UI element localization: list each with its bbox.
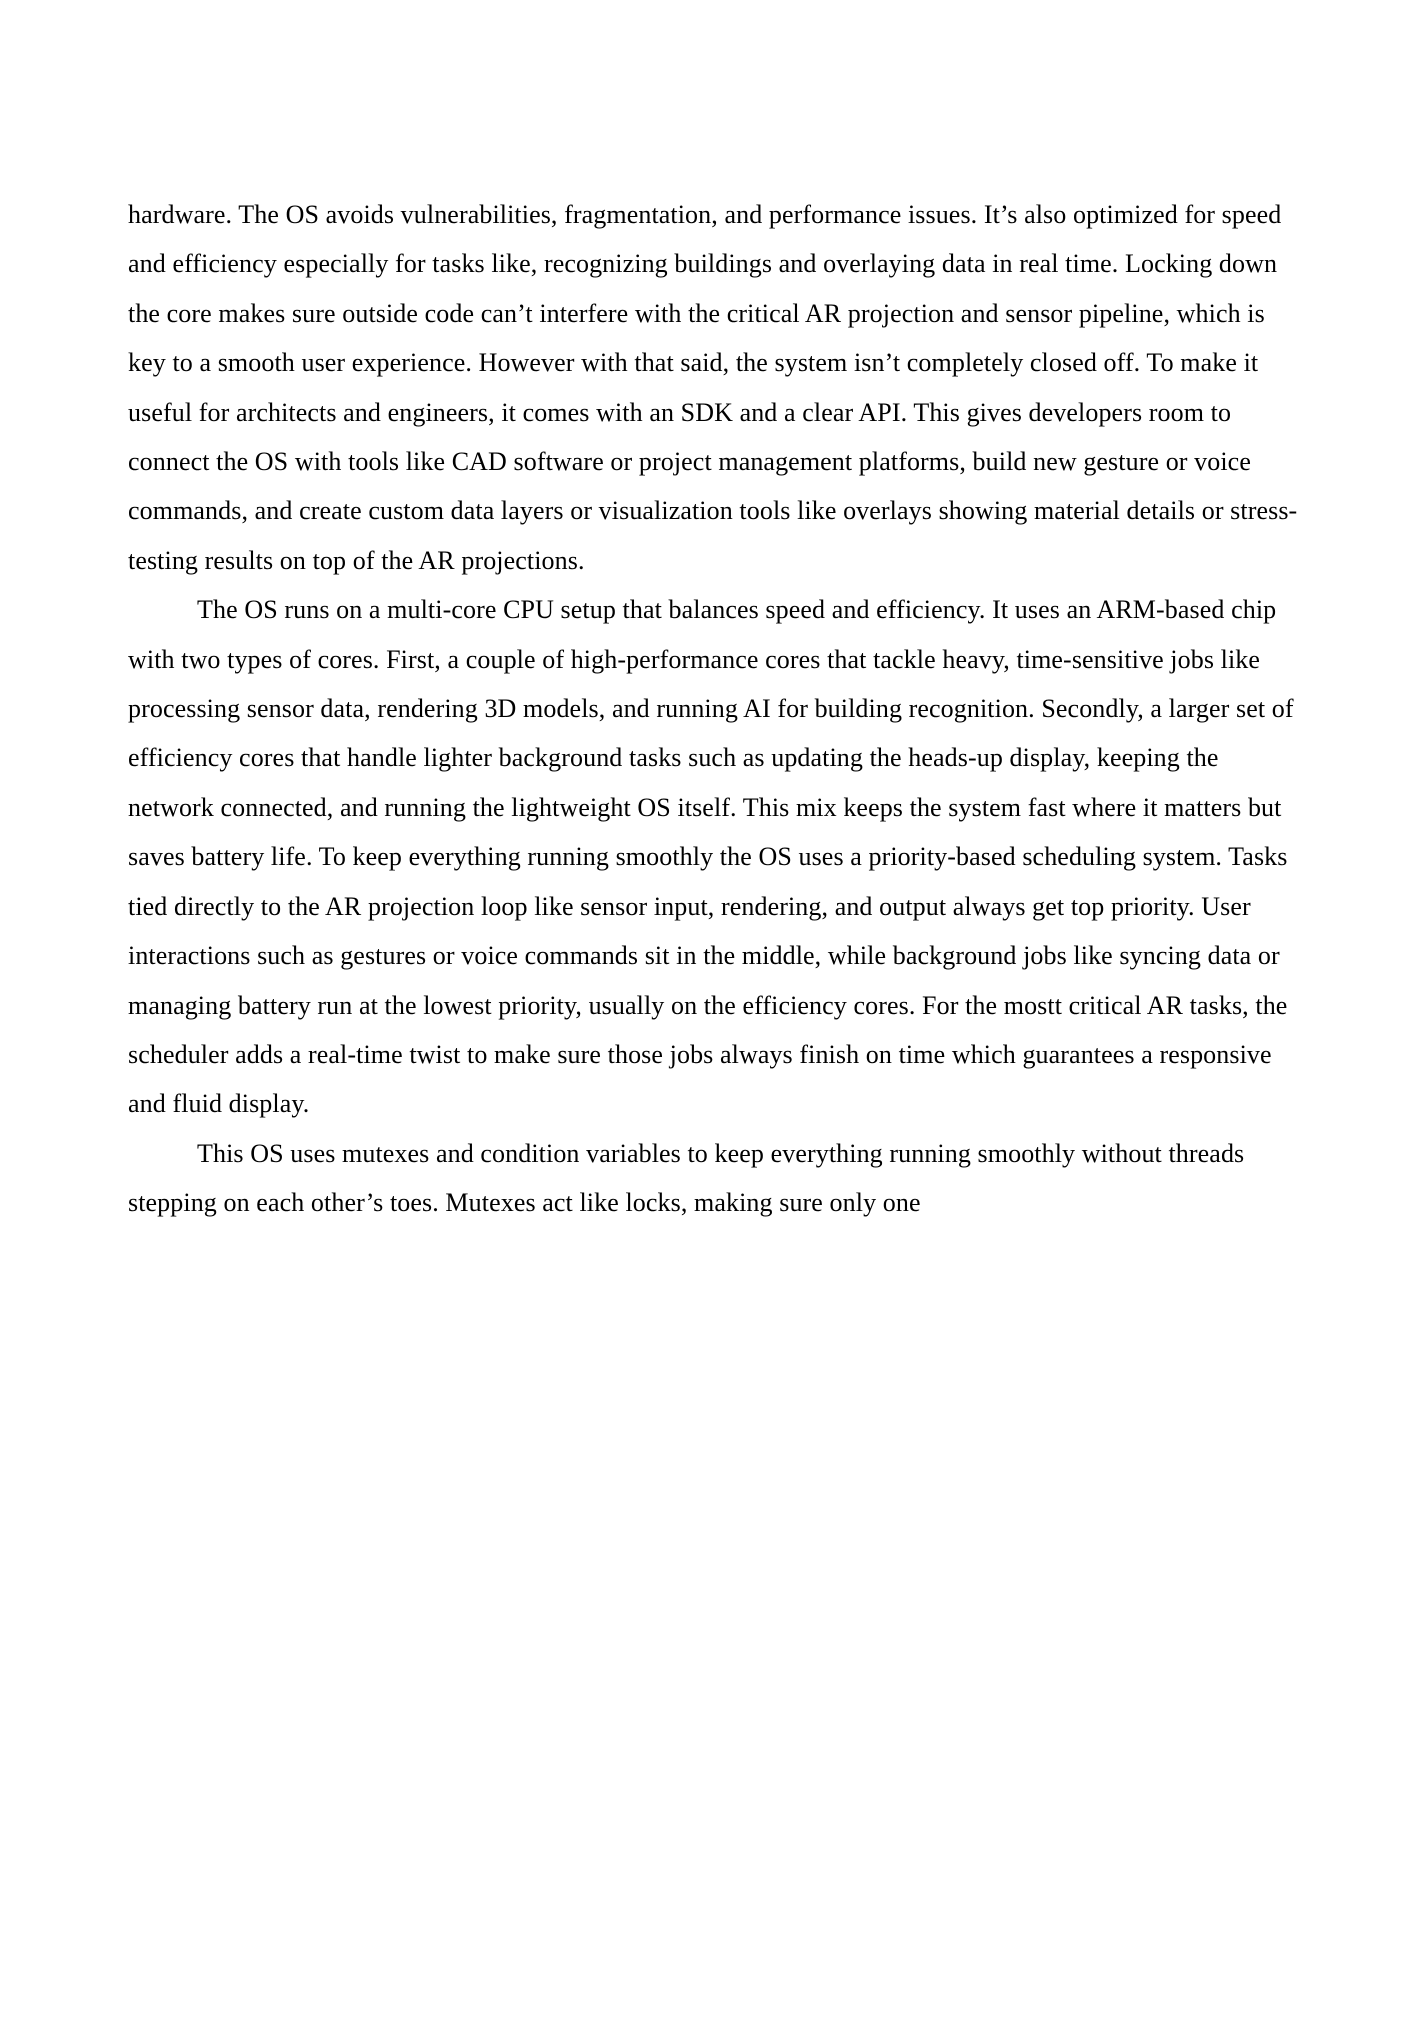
page-text-block	[128, 190, 1304, 1228]
paragraph-cpu-scheduling: The OS runs on a multi-core CPU setup that balances speed and efficiency. It uses an ARM-based chip with two types of cores. First, a couple of high-performance cores that tackle heavy, time-sensitive jobs like processing sensor data, rendering 3D models, and running AI for building recognition. Secondly, a larger set of efficiency cores that handle lighter background tasks such as updating the heads-up display, keeping the network connected, and running the lightweight OS itself. This mix keeps the system fast where it matters but saves battery life. To keep everything running smoothly the OS uses a priority-based scheduling system. Tasks tied directly to the AR projection loop like sensor input, rendering, and output always get top priority. User interactions such as gestures or voice commands sit in the middle, while background jobs like syncing data or managing battery run at the lowest priority, usually on the efficiency cores. For the mostt critical AR tasks, the scheduler adds a real-time twist to make sure those jobs always finish on time which guarantees a responsive and fluid display.	[128, 595, 1294, 1119]
paragraph-mutexes: This OS uses mutexes and condition variables to keep everything running smoothly without threads stepping on each other’s toes. Mutexes act like locks, making sure only one	[128, 1138, 1245, 1218]
paragraph-continuation: hardware. The OS avoids vulnerabilities, fragmentation, and performance issues. It’s also optimized for speed and efficiency especially for tasks like, recognizing buildings and overlaying data in real time. Locking down the core makes sure outside code can’t interfere with the critical AR projection and sensor pipeline, which is key to a smooth user experience. However with that said, the system isn’t completely closed off. To make it useful for architects and engineers, it comes with an SDK and a clear API. This gives developers room to connect the OS with tools like CAD software or project management platforms, build new gesture or voice commands, and create custom data layers or visualization tools like overlays showing material details or stress-testing results on top of the AR projections.	[128, 200, 1298, 575]
